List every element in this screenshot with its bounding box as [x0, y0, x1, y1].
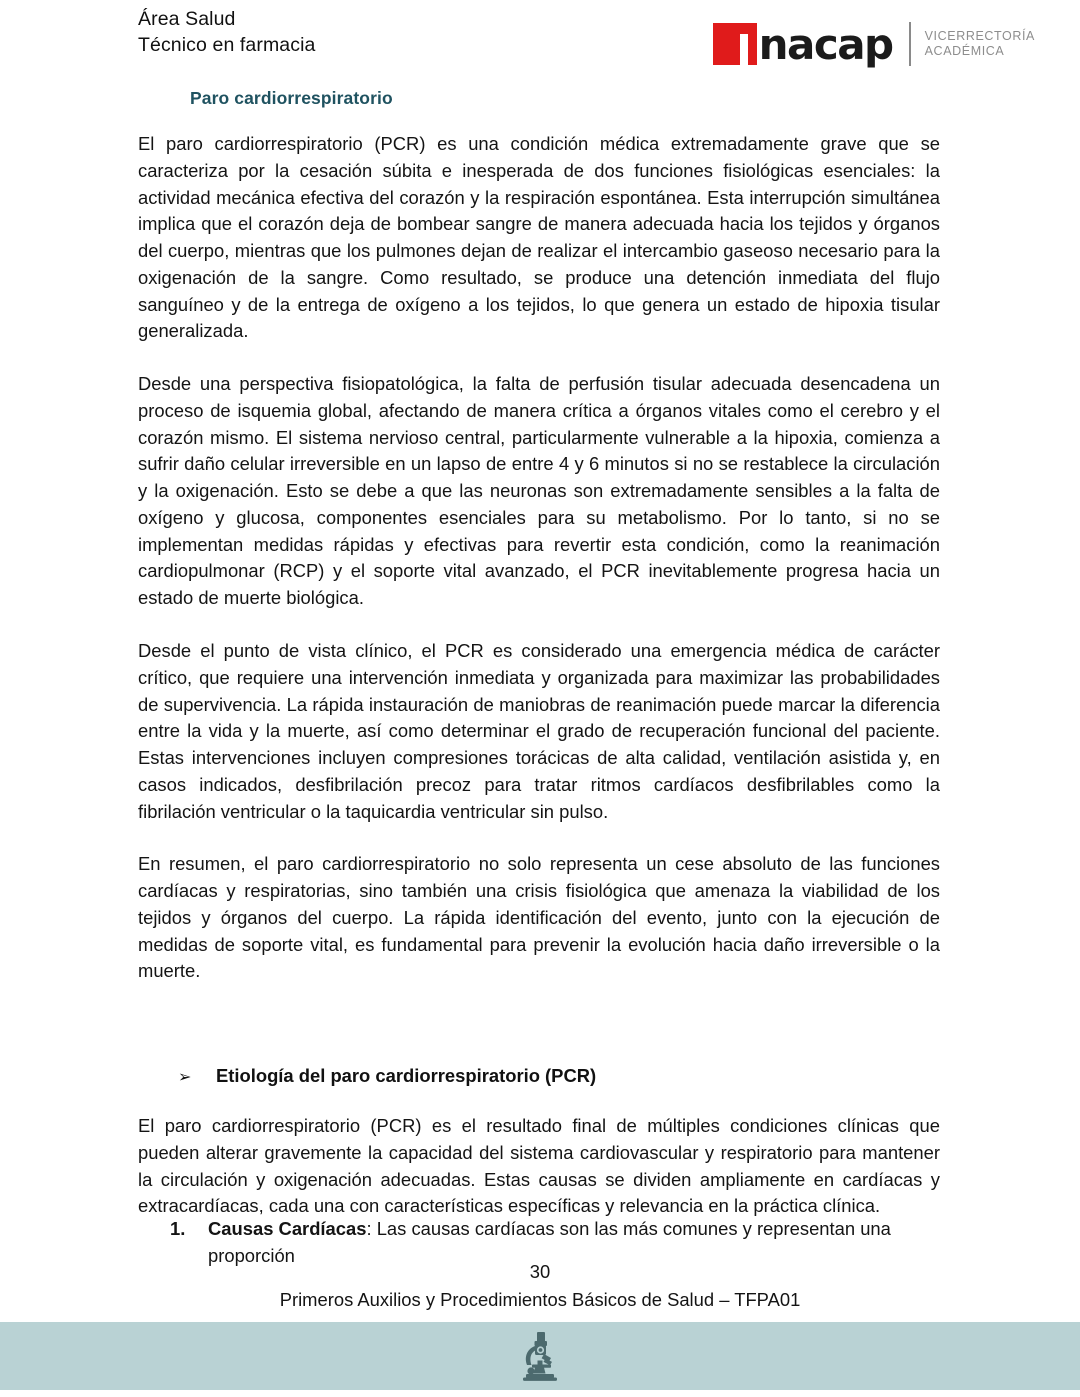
list-item-number: 1. [170, 1218, 186, 1239]
subsection-heading-etiology [178, 1063, 940, 1089]
header-area-line: Área Salud [138, 8, 236, 30]
paragraph-summary: En resumen, el paro cardiorrespiratorio no solo representa un cese absoluto de las funciones cardíacas y respiratorias, sino también una crisis fisiológica que amenaza la viabilidad de los tejidos y órganos del cuerpo. La rápida identificación del evento, junto con la ejecución de medidas de soporte vital, es fundamental para prevenir la evolución hacia daño irreversible o la muerte. [138, 853, 940, 982]
inacap-logo-mark-icon [713, 23, 757, 65]
microscope-icon [518, 1330, 562, 1382]
document-body [138, 88, 940, 1246]
paragraph-clinical: Desde el punto de vista clínico, el PCR es considerado una emergencia médica de carácter crítico, que requiere una intervención inmediata y organizada para maximizar las probabilidades de supervivencia. La rápida instauración de maniobras de reanimación puede marcar la diferencia entre la vida y la muerte, así como determinar el grado de recuperación funcional del paciente. Estas intervenciones incluyen compresiones torácicas de alta calidad, ventilación asistida y, en casos indicados, desfibrilación precoz para tratar ritmos cardíacos desfibrilables como la fibrilación ventricular o la taquicardia ventricular sin pulso. [138, 640, 940, 822]
bottom-decorative-band [0, 1322, 1080, 1390]
logo-subtitle-line1: VICERRECTORÍA [924, 28, 1035, 43]
paragraph-etiology: El paro cardiorrespiratorio (PCR) es el resultado final de múltiples condiciones clínicas que pueden alterar gravemente la capacidad del sistema cardiovascular y respiratorio para mantener la circulación y oxigenación adecuadas. Estas causas se dividen ampliamente en cardíacas y extracardíacas, cada una con características específicas y relevancia en la práctica clínica. [138, 1114, 940, 1217]
inacap-wordmark: nacap [758, 20, 893, 69]
list-item-bold-label: Causas Cardíacas [208, 1218, 367, 1239]
chevron-bullet-icon: ➢ [178, 1067, 192, 1087]
logo-divider [909, 22, 911, 66]
inacap-logo [713, 18, 1035, 70]
list-item-rest: : Las causas cardíacas son las más comunes y representan una proporción [208, 1218, 891, 1266]
page-title: Paro cardiorrespiratorio [190, 88, 393, 108]
header-department-block [138, 6, 315, 59]
logo-subtitle-line2: ACADÉMICA [924, 44, 1005, 58]
page-footer [0, 1258, 1080, 1313]
page-header [0, 0, 1080, 84]
header-program-line: Técnico en farmacia [138, 34, 316, 57]
page-number: 30 [529, 1261, 551, 1282]
subsection-heading-label: Etiología del paro cardiorrespiratorio (PCR) [216, 1065, 597, 1087]
paragraph-pathophysiology: Desde una perspectiva fisiopatológica, la falta de perfusión tisular adecuada desencadena un proceso de isquemia global, afectando de manera crítica a órganos vitales como el cerebro y el corazón mismo. El sistema nervioso central, particularmente vulnerable a la hipoxia, comienza a sufrir daño celular irreversible en un lapso de entre 4 y 6 minutos si no se restablece la circulación y la oxigenación. Esto se debe a que las neuronas son extremadamente sensibles a la falta de oxígeno y glucosa, componentes esenciales para su metabolismo. Por lo tanto, si no se implementan medidas rápidas y efectivas para revertir esta condición, como la reanimación cardiopulmonar (RCP) y el soporte vital avanzado, el PCR inevitablemente progresa hacia un estado de muerte biológica. [138, 373, 940, 609]
logo-subtitle [925, 29, 1035, 60]
footer-course-title: Primeros Auxilios y Procedimientos Básicos de Salud – TFPA01 [279, 1288, 801, 1310]
paragraph-definition: El paro cardiorrespiratorio (PCR) es una condición médica extremadamente grave que se caracteriza por la cesación súbita e inesperada de dos funciones fisiológicas esenciales: la actividad mecánica efectiva del corazón y la respiración espontánea. Esta interrupción simultánea implica que el corazón deja de bombear sangre de manera adecuada hacia los tejidos y órganos del cuerpo, mientras que los pulmones dejan de realizar el intercambio gaseoso necesario para la oxigenación de la sangre. Como resultado, se produce una detención inmediata del flujo sanguíneo y de la entrega de oxígeno a los tejidos, lo que genera un estado de hipoxia tisular generalizada. [138, 133, 940, 342]
